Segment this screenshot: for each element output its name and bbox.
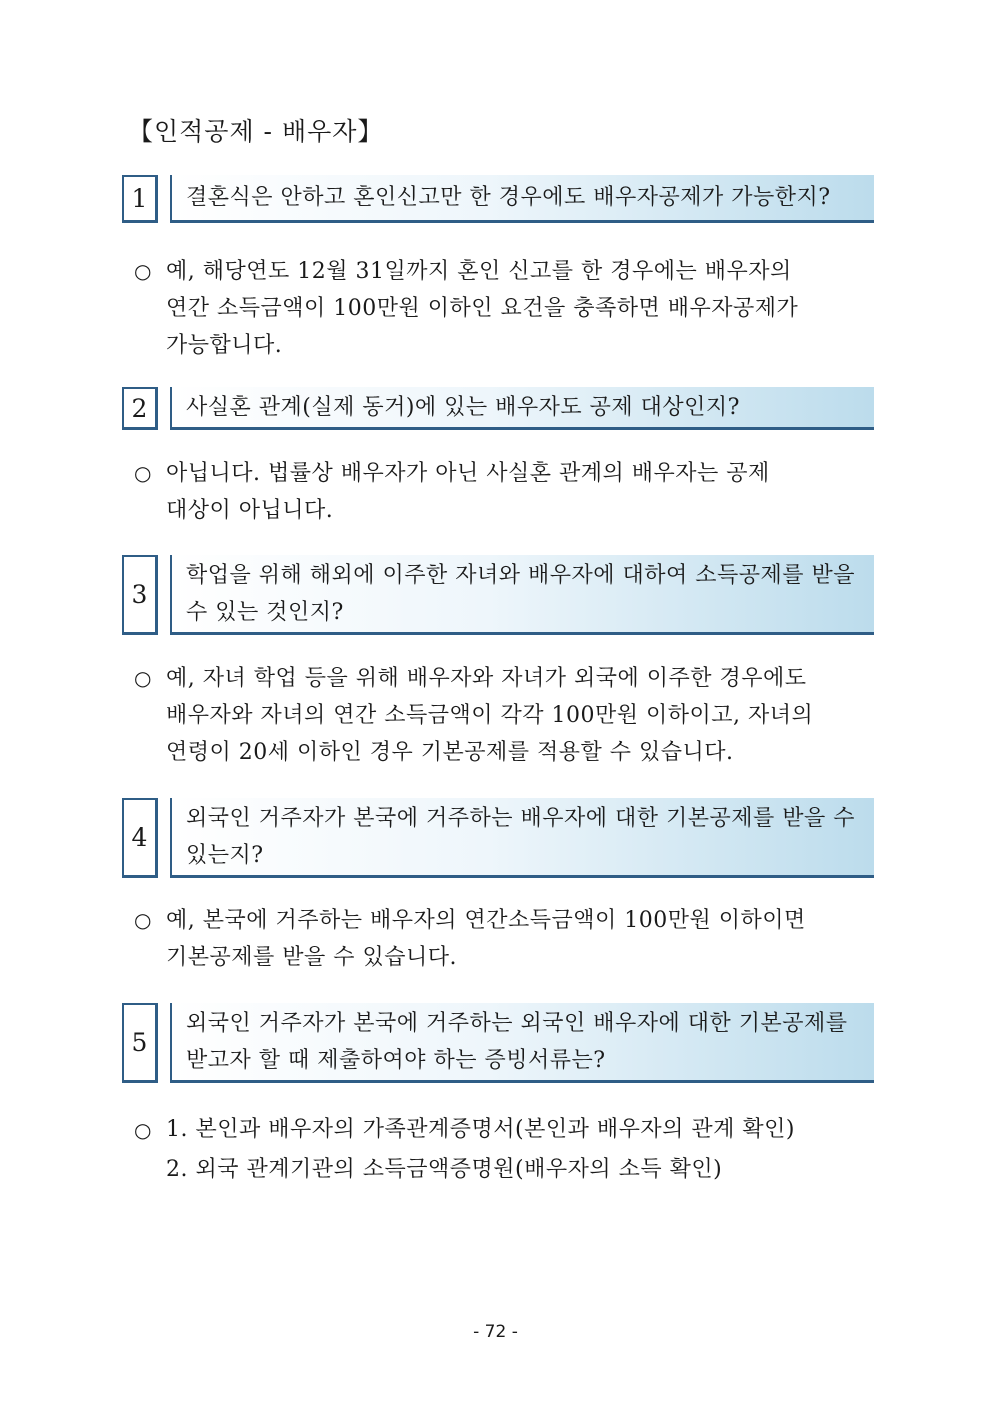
qa-item-5 [122,1003,874,1190]
answer-line: 예, 해당연도 12월 31일까지 혼인 신고를 한 경우에는 배우자의 [166,259,792,284]
answer-line: 연령이 20세 이하인 경우 기본공제를 적용할 수 있습니다. [166,740,734,765]
question-text: 결혼식은 안하고 혼인신고만 한 경우에도 배우자공제가 가능한지? [170,175,874,223]
answer-line: 예, 본국에 거주하는 배우자의 연간소득금액이 100만원 이하이면 [166,908,806,933]
bullet-circle: ○ [134,908,152,932]
answer [122,902,874,976]
question-number: 3 [122,555,158,635]
answer-line: 아닙니다. 법률상 배우자가 아닌 사실혼 관계의 배우자는 공제 [166,461,770,486]
qa-item-3 [122,555,874,771]
answer [122,253,874,364]
question-text: 외국인 거주자가 본국에 거주하는 배우자에 대한 기본공제를 받을 수 있는지? [170,798,874,878]
answer [122,1110,874,1190]
answer-line: 1. 본인과 배우자의 가족관계증명서(본인과 배우자의 관계 확인) [166,1117,795,1142]
answer [122,455,874,529]
bullet-circle: ○ [134,259,152,283]
question-row [122,387,874,430]
answer-line: 연간 소득금액이 100만원 이하인 요건을 충족하면 배우자공제가 [166,296,799,321]
answer-line: 배우자와 자녀의 연간 소득금액이 각각 100만원 이하이고, 자녀의 [166,703,814,728]
question-text: 외국인 거주자가 본국에 거주하는 외국인 배우자에 대한 기본공제를 받고자 할 때 제출하여야 하는 증빙서류는? [170,1003,874,1083]
question-row [122,798,874,878]
question-number: 4 [122,798,158,878]
answer-line: 대상이 아닙니다. [166,498,334,523]
bullet-circle: ○ [134,666,152,690]
answer-line: 기본공제를 받을 수 있습니다. [166,945,457,970]
question-text: 학업을 위해 해외에 이주한 자녀와 배우자에 대하여 소득공제를 받을 수 있는 것인지? [170,555,874,635]
bullet-circle: ○ [134,461,152,485]
question-number: 5 [122,1003,158,1083]
section-title: 【인적공제 - 배우자】 [128,117,384,146]
page-number: - 72 - [473,1322,518,1342]
answer-line: 2. 외국 관계기관의 소득금액증명원(배우자의 소득 확인) [166,1157,723,1182]
question-row [122,555,874,635]
qa-item-4 [122,798,874,976]
question-row [122,1003,874,1083]
answer-line: 가능합니다. [166,333,283,358]
answer [122,660,874,771]
bullet-circle: ○ [134,1118,152,1142]
qa-item-2 [122,387,874,529]
answer-line: 예, 자녀 학업 등을 위해 배우자와 자녀가 외국에 이주한 경우에도 [166,666,807,691]
question-text: 사실혼 관계(실제 동거)에 있는 배우자도 공제 대상인지? [170,387,874,430]
qa-item-1 [122,175,874,364]
question-number: 1 [122,175,158,223]
question-row [122,175,874,223]
question-number: 2 [122,387,158,430]
